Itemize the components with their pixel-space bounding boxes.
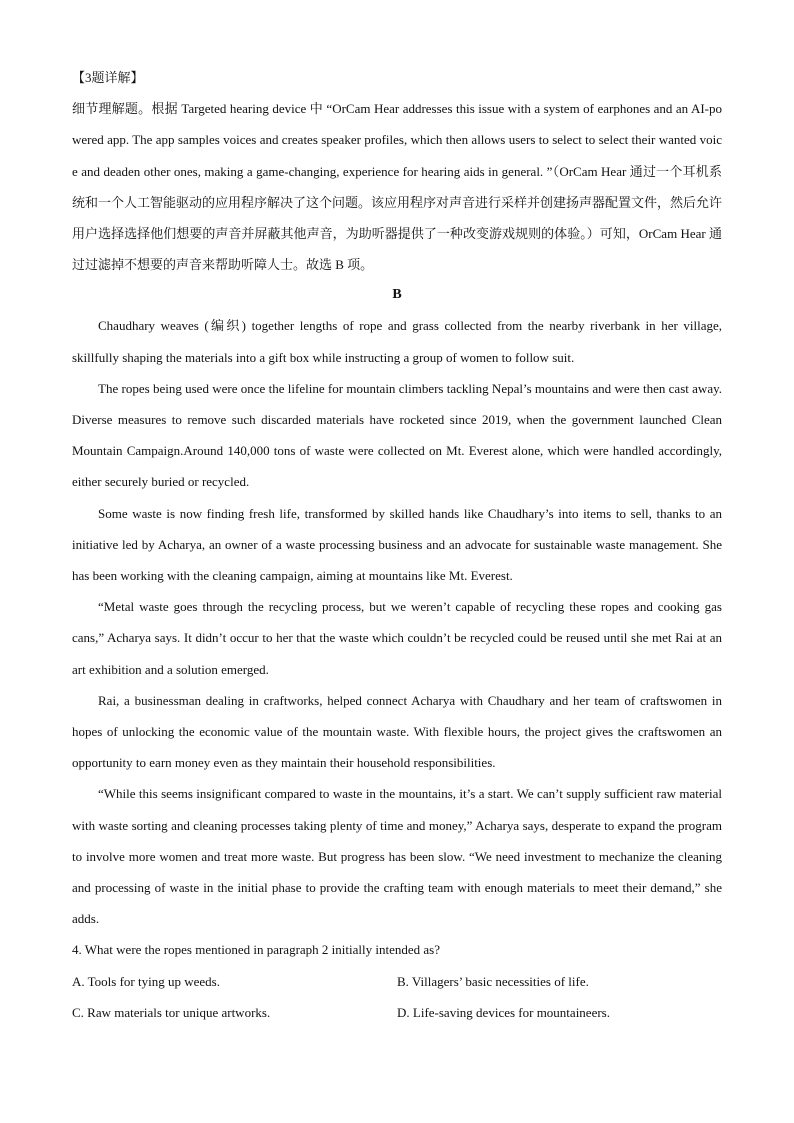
document-page — [72, 62, 722, 1028]
answer-options — [72, 966, 722, 1028]
option-b: B. Villagers’ basic necessities of life. — [397, 973, 589, 989]
option-c: C. Raw materials tor unique artworks. — [72, 1004, 271, 1020]
answer-explanation: 细节理解题。根据 Targeted hearing device 中 “OrCam Hear addresses this issue with a system of earphones and an AI-powered app. The app samples voices and creates speaker profiles, which then allows users to select to select their wanted voice and deaden other ones, making a game-changing, experience for hearing aids in general. ”（OrCam Hear 通过一个耳机系统和一个人工智能驱动的应用程序解决了这个问题。该应用程序对声音进行采样并创建扬声器配置文件，然后允许用户选择选择他们想要的声音并屏蔽其他声音，为助听器提供了一种改变游戏规则的体验。）可知，OrCam Hear 通过过滤掉不想要的声音来帮助听障人士。故选 B 项。 — [72, 101, 723, 273]
passage-paragraph-1: Chaudhary weaves (编织) together lengths of rope and grass collected from the nearby riverbank in her village, skillfully shaping the materials into a gift box while instructing a group of women to follow suit. — [72, 318, 722, 365]
passage-paragraph-5: Rai, a businessman dealing in craftworks, helped connect Acharya with Chaudhary and her team of craftswomen in hopes of unlocking the economic value of the mountain waste. With flexible hours, the project gives the craftswomen an opportunity to earn money even as they maintain their household responsibilities. — [72, 692, 722, 771]
passage-title: B — [392, 287, 402, 303]
option-d: D. Life-saving devices for mountaineers. — [397, 1004, 610, 1020]
passage-paragraph-6: “While this seems insignificant compared to waste in the mountains, it’s a start. We can’t supply sufficient raw material with waste sorting and cleaning processes taking plenty of time and money,” Acharya says, desperate to expand the program to involve more women and treat more waste. But progress has been slow. “We need investment to mechanize the cleaning and processing of waste in the initial phase to provide the crafting team with enough materials to meet their demand,” she adds. — [72, 786, 722, 927]
passage-paragraph-4: “Metal waste goes through the recycling process, but we weren’t capable of recycling these ropes and cooking gas cans,” Acharya says. It didn’t occur to her that the waste which couldn’t be recycled could be reused until she met Rai at an art exhibition and a solution emerged. — [72, 599, 722, 677]
option-a: A. Tools for tying up weeds. — [72, 973, 220, 989]
answer-heading: 【3题详解】 — [72, 70, 144, 85]
passage-paragraph-2: The ropes being used were once the lifeline for mountain climbers tackling Nepal’s mountains and were then cast away. Diverse measures to remove such discarded materials have rocketed since 2019, when the government launched Clean Mountain Campaign.Around 140,000 tons of waste were collected on Mt. Everest alone, which were handled accordingly, either securely buried or recycled. — [72, 380, 722, 490]
question-stem: 4. What were the ropes mentioned in paragraph 2 initially intended as? — [72, 942, 440, 958]
passage-paragraph-3: Some waste is now finding fresh life, transformed by skilled hands like Chaudhary’s into items to sell, thanks to an initiative led by Acharya, an owner of a waste processing business and an advocate for sustainable waste management. She has been working with the cleaning campaign, aiming at mountains like Mt. Everest. — [72, 505, 722, 584]
